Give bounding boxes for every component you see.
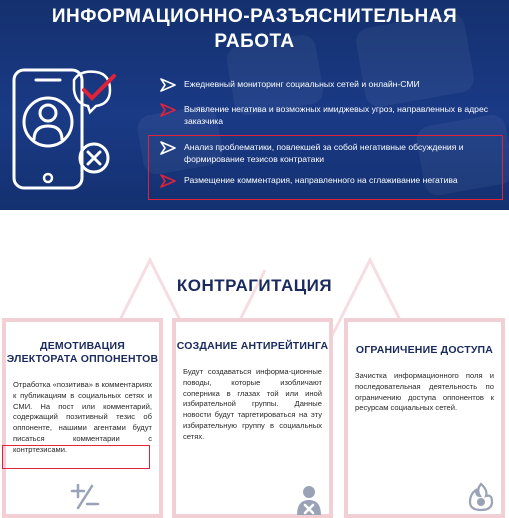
arrow-bullet-icon — [160, 103, 176, 117]
card-antirating — [172, 318, 333, 518]
card-demotivation — [2, 318, 163, 518]
section-title: КОНТРАГИТАЦИЯ — [176, 276, 333, 295]
highlight-frame — [148, 135, 503, 200]
user-cross-icon — [294, 485, 324, 515]
bullet-item — [160, 103, 500, 127]
card-title: СОЗДАНИЕ АНТИРЕЙТИНГА — [176, 340, 329, 352]
card-title: ДЕМОТИВАЦИЯ ЭЛЕКТОРАТА ОППОНЕНТОВ — [6, 340, 159, 365]
phone-user-check-cross-icon — [10, 60, 125, 200]
top-banner — [0, 0, 509, 210]
bullet-text: Размещение комментария, направленного на сглаживание негатива — [184, 175, 458, 185]
bullet-item — [160, 78, 500, 90]
arrow-bullet-icon — [160, 78, 176, 92]
bullet-text: Выявление негатива и возможных имиджевых угроз, направленных в адрес заказчика — [184, 104, 489, 126]
card-text: Отработка «позитива» в комментариях к публикациям в социальных сетях и СМИ. На пост или комментарий, содержащий позитивный тезис об оппоненте, нашими агентами будут писаться комментарии с контртезисами. — [13, 380, 152, 454]
card-text: Зачистка информационного поля и последовательная деятельность по ограничению доступа оппонентов к ресурсам социальных сетей. — [355, 371, 494, 413]
plus-minus-icon — [70, 482, 100, 512]
flame-shield-icon — [466, 482, 496, 512]
highlight-frame — [2, 445, 150, 469]
banner-title-line2: РАБОТА — [214, 31, 295, 52]
bullet-text: Анализ проблематики, повлекшей за собой негативные обсуждения и формирование тезисов контратаки — [184, 142, 464, 164]
card-text: Будут создаваться информа-ционные поводы, которые изобличают соперника в глазах той или иной избирательной группы. Данные новости будут таргетироваться на эту избирательную группу в социальных сетях. — [183, 367, 322, 441]
banner-title-line1: ИНФОРМАЦИОННО-РАЗЪЯСНИТЕЛЬНАЯ — [51, 6, 458, 27]
card-title: ОГРАНИЧЕНИЕ ДОСТУПА — [355, 344, 494, 356]
bullet-text: Ежедневный мониторинг социальных сетей и онлайн-СМИ — [184, 79, 420, 89]
banner-title — [0, 4, 509, 54]
card-access-restriction — [344, 318, 505, 518]
